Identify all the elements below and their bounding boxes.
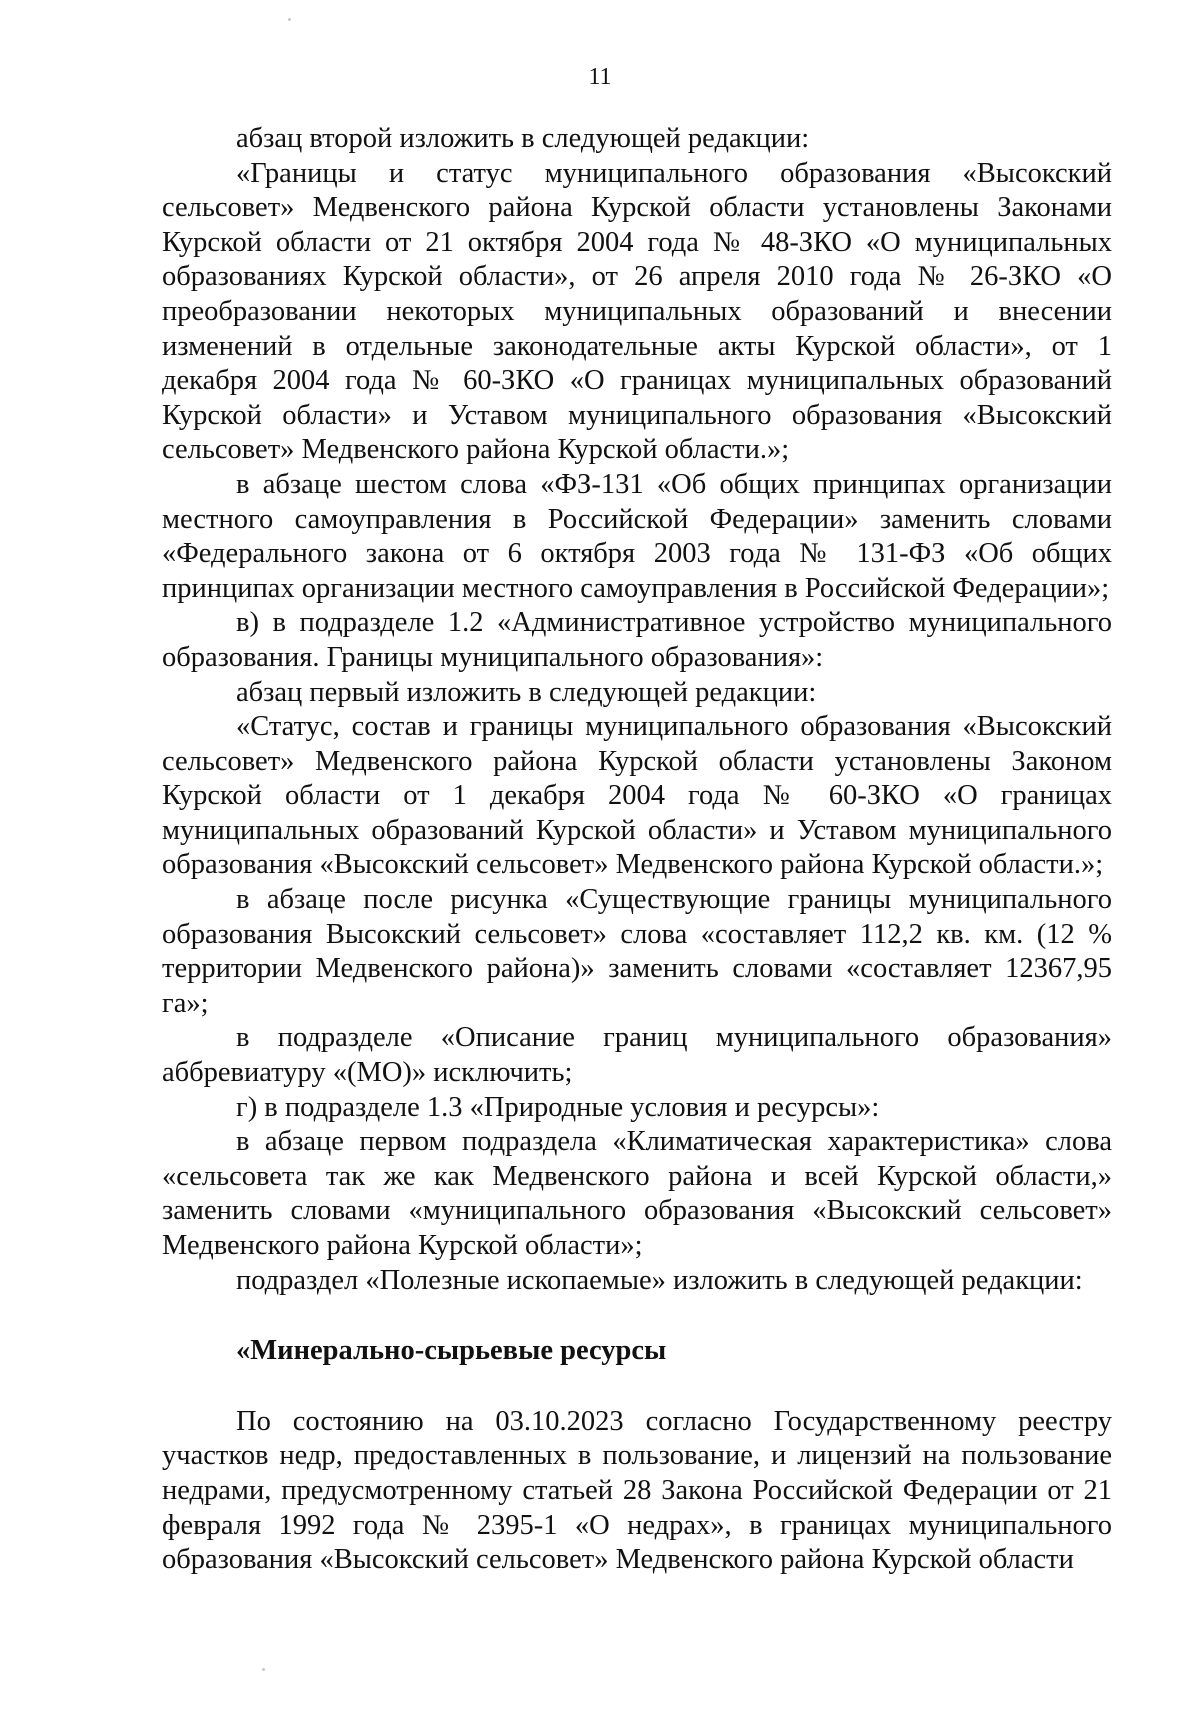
paragraph-6: «Статус, состав и границы муниципального образования «Высокский сельсовет» Медвенского района Курской области установлены Законом Курской области от 1 декабря 2004 года № 60-ЗКО «О границах муниципальных образований Курской области» и Уставом муниципального образования «Высокский сельсовет» Медвенского района Курской области.»; <box>162 711 1112 881</box>
document-body <box>162 122 1112 1578</box>
paragraph-4: в) в подразделе 1.2 «Административное устройство муниципального образования. Границы муниципального образования»: <box>162 607 1112 673</box>
paragraph-1: абзац второй изложить в следующей редакции: <box>236 123 810 154</box>
paragraph-11: подраздел «Полезные ископаемые» изложить в следующей редакции: <box>236 1264 1083 1296</box>
paragraph-5: абзац первый изложить в следующей редакции: <box>236 676 817 708</box>
paragraph-9: г) в подразделе 1.3 «Природные условия и ресурсы»: <box>236 1091 880 1123</box>
paragraph-8: в подразделе «Описание границ муниципального образования» аббревиатуру «(МО)» исключить; <box>162 1022 1112 1089</box>
paragraph-2: «Границы и статус муниципального образования «Высокский сельсовет» Медвенского района Курской области установлены Законами Курской области от 21 октября 2004 года № 48-ЗКО «О муниципальных образованиях Курской области», от 26 апреля 2010 года № 26-ЗКО «О преобразовании некоторых муниципальных образований и внесении изменений в отдельные законодательные акты Курской области», от 1 декабря 2004 года № 60-ЗКО «О границах муниципальных образований Курской области» и Уставом муниципального образования «Высокский сельсовет» Медвенского района Курской области.»; <box>162 157 1112 466</box>
final-paragraph: По состоянию на 03.10.2023 согласно Государственному реестру участков недр, предоставленных в пользование, и лицензий на пользование недрами, предусмотренному статьей 28 Закона Российской Федерации от 21 февраля 1992 года № 2395-1 «О недрах», в границах муниципального образования «Высокский сельсовет» Медвенского района Курской области <box>162 1405 1112 1576</box>
paragraph-7: в абзаце после рисунка «Существующие границы муниципального образования Высокский сельсовет» слова «составляет 112,2 кв. км. (12 % территории Медвенского района)» заменить словами «составляет 12367,95 га»; <box>162 884 1112 1019</box>
paragraph-3: в абзаце шестом слова «ФЗ-131 «Об общих принципах организации местного самоуправления в Российской Федерации» заменить словами «Федерального закона от 6 октября 2003 года № 131-ФЗ «Об общих принципах организации местного самоуправления в Российской Федерации»; <box>162 468 1112 604</box>
scan-speck <box>262 1668 265 1671</box>
section-heading: «Минерально-сырьевые ресурсы <box>236 1335 667 1367</box>
paragraph-10: в абзаце первом подраздела «Климатическая характеристика» слова «сельсовета так же как Медвенского района и всей Курской области,» заменить словами «муниципального образования «Высокский сельсовет» Медвенского района Курской области»; <box>162 1126 1112 1261</box>
scan-speck <box>288 18 291 21</box>
page-number: 11 <box>588 64 612 90</box>
